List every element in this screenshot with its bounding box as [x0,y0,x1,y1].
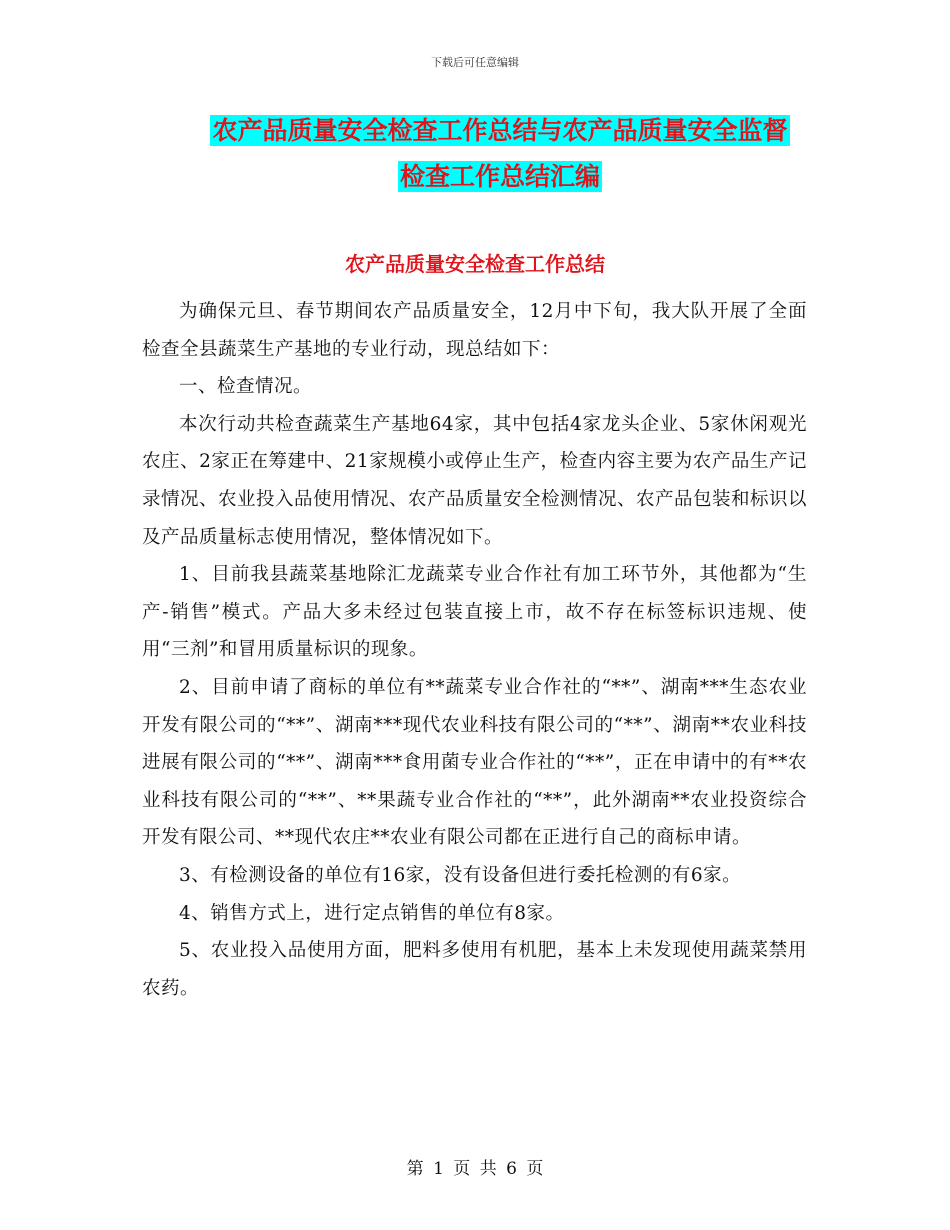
page-footer: 第 1 页 共 6 页 [406,1159,544,1179]
paragraph-overview: 本次行动共检查蔬菜生产基地64家，其中包括4家龙头企业、5家休闲观光农庄、2家正在筹建中、21家规模小或停止生产，检查内容主要为农产品生产记录情况、农业投入品使用情况、农产品质量安全检测情况、农产品包装和标识以及产品质量标志使用情况，整体情况如下。 [142,413,808,548]
section-title: 农产品质量安全检查工作总结 [345,252,605,276]
paragraph-item-5: 5、农业投入品使用方面，肥料多使用有机肥，基本上未发现使用蔬菜禁用农药。 [142,940,807,999]
paragraph-item-3: 3、有检测设备的单位有16家，没有设备但进行委托检测的有6家。 [179,864,742,886]
paragraph-item-4: 4、销售方式上，进行定点销售的单位有8家。 [179,902,565,924]
document-title [150,108,850,200]
paragraph-intro: 为确保元旦、春节期间农产品质量安全，12月中下旬，我大队开展了全面检查全县蔬菜生产基地的专业行动，现总结如下： [142,301,807,360]
paragraph-item-1: 1、目前我县蔬菜基地除汇龙蔬菜专业合作社有加工环节外，其他都为“生产-销售”模式。产品大多未经过包装直接上市，故不存在标签标识违规、使用“三剂”和冒用质量标识的现象。 [142,564,807,661]
document-title-line-1: 农产品质量安全检查工作总结与农产品质量安全监督 [212,116,788,145]
document-title-line-2: 检查工作总结汇编 [399,162,600,191]
document-body [142,293,807,1007]
paragraph-heading-inspection: 一、检查情况。 [179,376,313,398]
header-note: 下载后可任意编辑 [431,56,519,69]
paragraph-item-2: 2、目前申请了商标的单位有**蔬菜专业合作社的“**”、湖南***生态农业开发有限公司的“**”、湖南***现代农业科技有限公司的“**”、湖南**农业科技进展有限公司的“**”、湖南***食用菌专业合作社的“**”，正在申请中的有**农业科技有限公司的“**”、**果蔬专业合作社的“**”，此外湖南**农业投资综合开发有限公司、**现代农庄**农业有限公司都在正进行自己的商标申请。 [142,676,807,849]
